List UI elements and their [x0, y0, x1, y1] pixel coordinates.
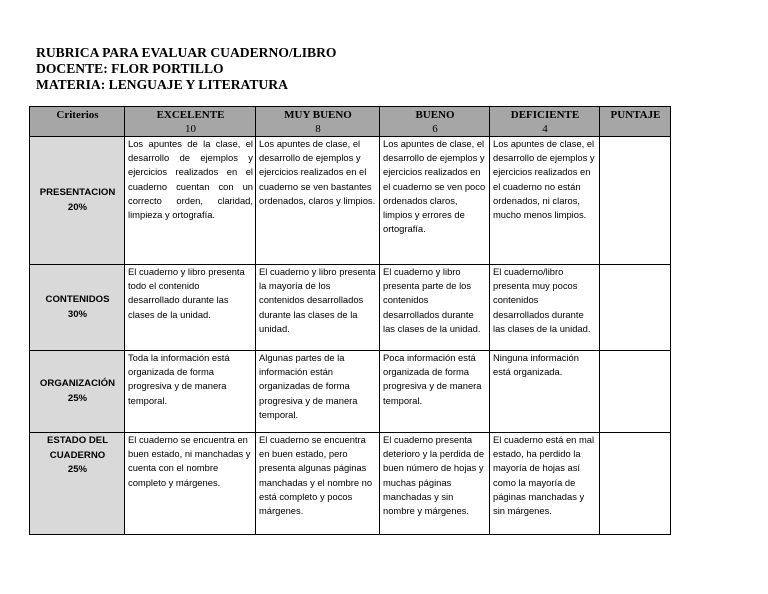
cell-excelente: El cuaderno y libro presenta todo el contenido desarrollado durante las clases de la unidad.: [125, 265, 256, 351]
criterion-name: ORGANIZACIÓN: [39, 378, 116, 389]
header-deficiente: [490, 107, 600, 137]
criterion-weight: 25%: [67, 464, 88, 475]
header-criterios: Criterios: [30, 107, 125, 137]
cell-bueno: Los apuntes de clase, el desarrollo de ejemplos y ejercicios realizados en el cuaderno se ven poco ordenados claros, limpios y errores de ortografía.: [380, 137, 490, 265]
cell-bueno: El cuaderno y libro presenta parte de los contenidos desarrollados durante las clases de la unidad.: [380, 265, 490, 351]
cell-excelente: El cuaderno se encuentra en buen estado, ni manchadas y cuenta con el nombre completo y márgenes.: [125, 433, 256, 535]
cell-deficiente: Los apuntes de clase, el desarrollo de ejemplos y ejercicios realizados en el cuaderno no están ordenados, ni claros, mucho menos limpios.: [490, 137, 600, 265]
rubric-table: [29, 106, 671, 535]
cell-excelente: Toda la información está organizada de forma progresiva y de manera temporal.: [125, 351, 256, 433]
table-row: [30, 137, 671, 265]
table-row: [30, 351, 671, 433]
criterion-name: CONTENIDOS: [45, 294, 110, 305]
criterion-cell: [30, 137, 125, 265]
table-row: [30, 433, 671, 535]
cell-puntaje: [600, 265, 671, 351]
header-excelente-score: 10: [185, 123, 196, 135]
cell-muy-bueno: El cuaderno y libro presenta la mayoría de los contenidos desarrollados durante las clases de la unidad.: [256, 265, 380, 351]
criterion-cell: [30, 433, 125, 535]
criterion-cell: [30, 351, 125, 433]
cell-muy-bueno: El cuaderno se encuentra en buen estado, pero presenta algunas páginas manchadas y el nombre no está completo y pocos márgenes.: [256, 433, 380, 535]
header-deficiente-score: 4: [542, 123, 548, 135]
header-deficiente-label: DEFICIENTE: [510, 109, 580, 121]
header-row: [30, 107, 671, 137]
cell-deficiente: El cuaderno/libro presenta muy pocos contenidos desarrollados durante las clases de la unidad.: [490, 265, 600, 351]
teacher-line: DOCENTE: FLOR PORTILLO: [36, 61, 224, 76]
cell-puntaje: [600, 137, 671, 265]
criterion-weight: 25%: [67, 392, 88, 404]
header-muy-bueno-label: MUY BUENO: [284, 109, 352, 121]
criterion-weight: 20%: [67, 201, 88, 213]
table-row: [30, 265, 671, 351]
header-muy-bueno: [256, 107, 380, 137]
header-bueno-score: 6: [432, 123, 438, 135]
cell-excelente: Los apuntes de la clase, el desarrollo de ejemplos y ejercicios realizados en el cuaderno cuentan con un correcto orden, claridad, limpieza y ortografía.: [125, 137, 256, 265]
criterion-name: PRESENTACION: [39, 187, 116, 198]
document-title: RUBRICA PARA EVALUAR CUADERNO/LIBRO: [36, 45, 337, 60]
cell-puntaje: [600, 433, 671, 535]
cell-muy-bueno: Algunas partes de la información están organizadas de forma progresiva y de manera temporal.: [256, 351, 380, 433]
cell-deficiente: Ninguna información está organizada.: [490, 351, 600, 433]
header-excelente-label: EXCELENTE: [156, 109, 225, 121]
header-bueno: [380, 107, 490, 137]
cell-puntaje: [600, 351, 671, 433]
header-puntaje: PUNTAJE: [600, 107, 671, 137]
header-bueno-label: BUENO: [415, 109, 455, 121]
subject-line: MATERIA: LENGUAJE Y LITERATURA: [36, 77, 288, 92]
criterion-cell: [30, 265, 125, 351]
document-header: [36, 45, 336, 93]
cell-bueno: Poca información está organizada de forma progresiva y de manera temporal.: [380, 351, 490, 433]
criterion-name: ESTADO DEL CUADERNO: [46, 435, 109, 461]
cell-deficiente: El cuaderno está en mal estado, ha perdido la mayoría de hojas así como la mayoría de páginas manchadas y sin márgenes.: [490, 433, 600, 535]
criterion-weight: 30%: [67, 308, 88, 320]
header-muy-bueno-score: 8: [315, 123, 321, 135]
cell-bueno: El cuaderno presenta deterioro y la perdida de buen número de hojas y muchas páginas manchadas y sin nombre y márgenes.: [380, 433, 490, 535]
cell-muy-bueno: Los apuntes de clase, el desarrollo de ejemplos y ejercicios realizados en el cuaderno se ven bastantes ordenados, claros y limpios.: [256, 137, 380, 265]
header-excelente: [125, 107, 256, 137]
